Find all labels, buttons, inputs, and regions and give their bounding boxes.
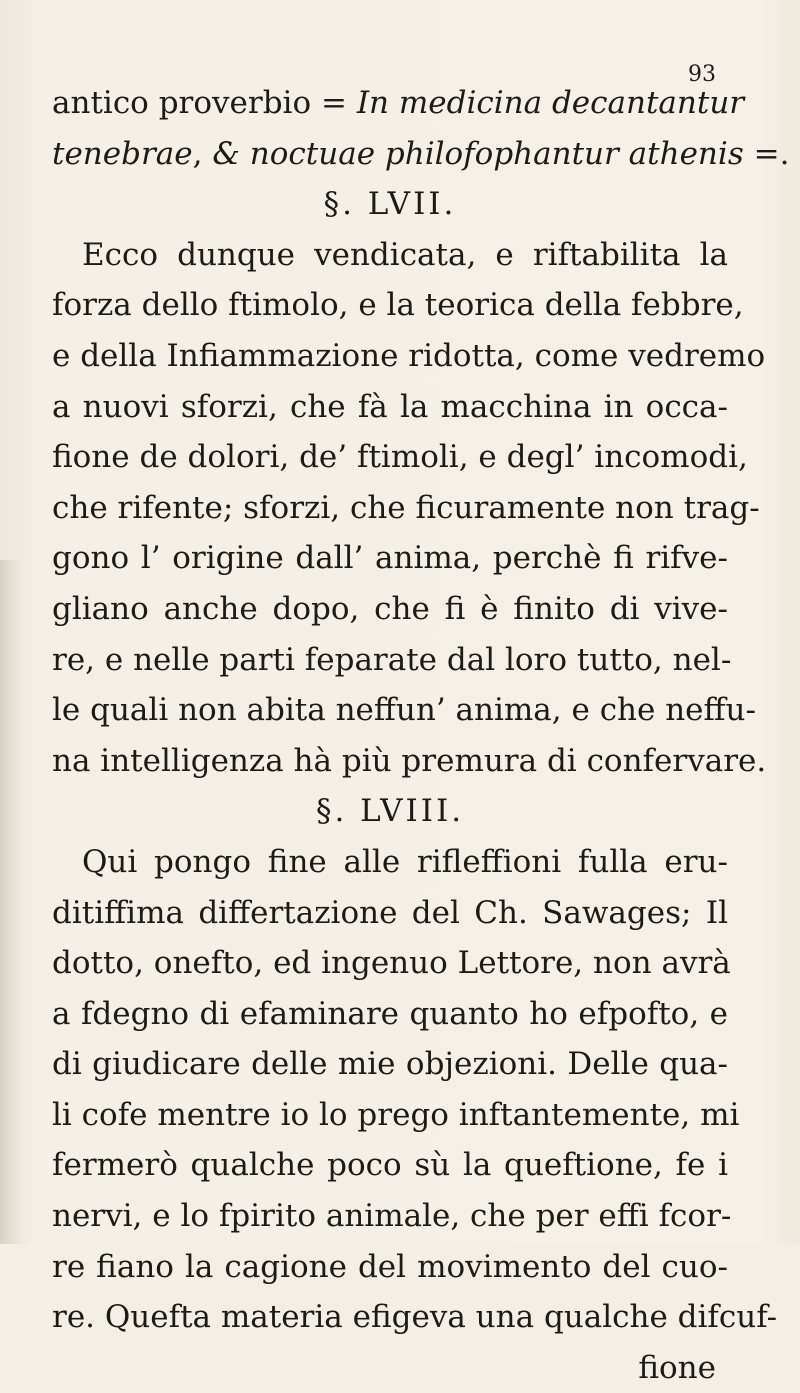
text-span: na intelligenza hà più premura di confervare. [52, 742, 767, 779]
text-span: che rifente; sforzi, che ficuramente non trag- [52, 489, 760, 526]
text-span: re, e nelle parti feparate dal loro tutto, nel- [52, 641, 732, 678]
text-line [52, 432, 748, 483]
text-span [240, 136, 250, 172]
text-span: a fdegno di efaminare quanto ho efpofto, e [52, 995, 728, 1032]
text-span: di giudicare delle mie objezioni. Delle qua- [52, 1046, 728, 1083]
text-line [52, 331, 766, 382]
text-span: fione de dolori, de’ ftimoli, e degl’ incomodi, [52, 439, 748, 476]
body-text [52, 78, 790, 1393]
text-span: a nuovi sforzi, che fà la macchina in occa- [52, 388, 728, 425]
text-line [52, 685, 756, 736]
section-heading [52, 179, 728, 230]
section-heading [52, 786, 728, 837]
text-span: , [192, 135, 213, 172]
text-span: re fiano la cagione del movimento del cuo- [52, 1248, 728, 1285]
italic-text-span: noctuae philofophantur athenis [249, 135, 744, 172]
text-span: Qui pongo fine alle rifleffioni fulla eru- [82, 843, 728, 880]
text-line [52, 1140, 728, 1191]
text-span: re. Quefta materia efigeva una qualche difcuf- [52, 1299, 778, 1336]
text-span: e della Infiammazione ridotta, come vedremo [52, 337, 766, 374]
text-line [52, 1292, 778, 1343]
text-span: fermerò qualche poco sù la queftione, fe i [52, 1147, 728, 1184]
text-line [52, 888, 728, 939]
text-line [52, 938, 731, 989]
text-line [52, 533, 728, 584]
text-span: forza dello ftimolo, e la teorica della febbre, [52, 287, 744, 324]
text-line [52, 837, 728, 888]
italic-text-span: & [212, 135, 240, 172]
text-line [52, 230, 728, 281]
text-line [52, 382, 728, 433]
text-span: antico proverbio = [52, 85, 357, 121]
text-line [52, 989, 728, 1040]
text-line [52, 78, 745, 129]
catchword [52, 1343, 728, 1393]
text-line [52, 584, 728, 635]
text-line [52, 1191, 732, 1242]
italic-text-span: In medicina decantantur [356, 85, 745, 121]
text-line [52, 736, 767, 787]
text-line [52, 483, 760, 534]
text-line [52, 1090, 740, 1141]
page-gutter-shadow [0, 560, 22, 1244]
text-span: dotto, onefto, ed ingenuo Lettore, non avrà [52, 945, 731, 982]
text-span: fione [638, 1349, 716, 1386]
text-span: §. LVIII. [315, 793, 465, 830]
text-span: li cofe mentre io lo prego inftantemente, mi [52, 1096, 740, 1133]
text-line [52, 1242, 728, 1293]
page-number: 93 [688, 62, 716, 87]
text-span: nervi, e lo fpirito animale, che per effi fcor- [52, 1198, 732, 1235]
italic-text-span: tenebrae [52, 135, 193, 172]
text-span: gono l’ origine dall’ anima, perchè fi rifve- [52, 540, 728, 577]
text-span: ditiffima differtazione del Ch. Sawages; Il [52, 894, 728, 931]
text-span: =. [743, 135, 790, 172]
text-line [52, 635, 732, 686]
text-span: gliano anche dopo, che fi è finito di vive- [52, 590, 728, 627]
text-span: §. LVII. [323, 186, 457, 223]
text-line [52, 129, 790, 180]
text-span: le quali non abita neffun’ anima, e che neffu- [52, 692, 756, 729]
text-line [52, 1039, 728, 1090]
text-line [52, 280, 744, 331]
text-span: Ecco dunque vendicata, e riftabilita la [82, 236, 728, 273]
